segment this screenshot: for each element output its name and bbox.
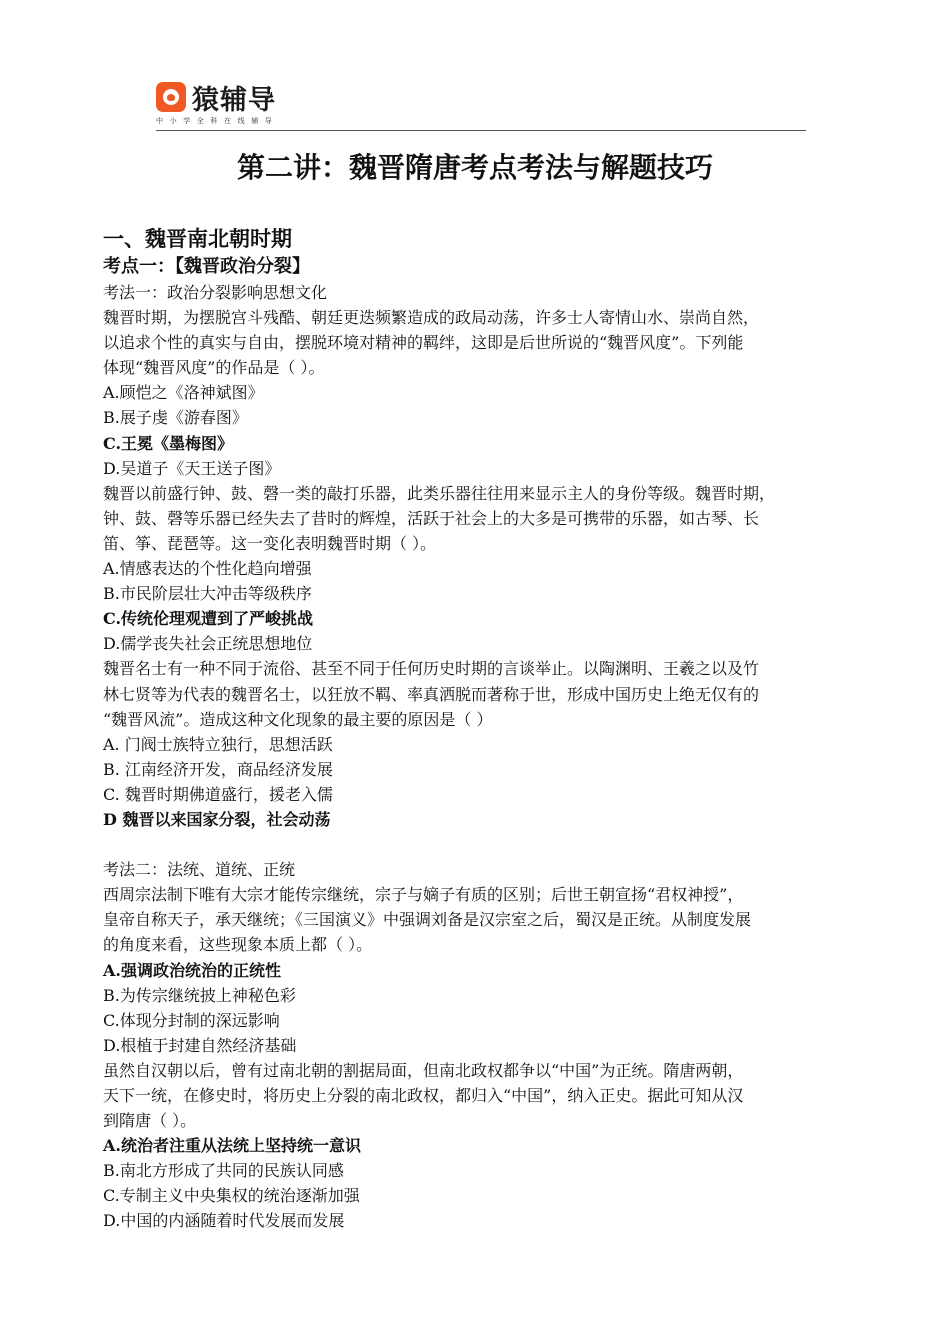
option-b: B.南北方形成了共同的民族认同感 (103, 1161, 344, 1181)
question-text: 魏晋时期，为摆脱宫斗残酷、朝廷更迭频繁造成的政局动荡，许多士人寄情山水、崇尚自然， (103, 308, 760, 328)
section-heading: 一、魏晋南北朝时期 (103, 226, 292, 251)
method-label: 考法二：法统、道统、正统 (103, 860, 296, 880)
option-a: A. 门阀士族特立独行，思想活跃 (103, 734, 333, 754)
option-b: B.市民阶层壮大冲击等级秩序 (103, 584, 312, 604)
option-c: C. 魏晋时期佛道盛行，援老入儒 (103, 784, 333, 804)
document-body (103, 224, 893, 1234)
option-a: A.顾恺之《洛神斌图》 (103, 383, 264, 403)
question-text: 笛、筝、琵琶等。这一变化表明魏晋时期（ ）。 (103, 533, 437, 553)
question-text: 体现“魏晋风度”的作品是（ ）。 (103, 358, 325, 378)
question-text: 以追求个性的真实与自由，摆脱环境对精神的羁绊，这即是后世所说的“魏晋风度”。下列能 (103, 333, 744, 353)
question-3 (103, 656, 893, 832)
option-a-answer: A.统治者注重从法统上坚持统一意识 (103, 1136, 361, 1156)
question-text: 到隋唐（ ）。 (103, 1111, 197, 1131)
question-text: 魏晋以前盛行钟、鼓、磬一类的敲打乐器，此类乐器往往用来显示主人的身份等级。魏晋时期， (103, 483, 776, 503)
spacer (103, 832, 893, 857)
brand-name: 猿辅导 (192, 85, 276, 116)
page-header (156, 78, 806, 132)
question-2 (103, 481, 893, 657)
question-text: “魏晋风流”。造成这种文化现象的最主要的原因是（ ） (103, 709, 493, 729)
question-text: 西周宗法制下唯有大宗才能传宗继统，宗子与嫡子有质的区别；后世王朝宣扬“君权神授”， (103, 885, 744, 905)
question-text: 钟、鼓、磬等乐器已经失去了昔时的辉煌，活跃于社会上的大多是可携带的乐器，如古琴、长 (103, 508, 760, 528)
option-b: B.为传宗继统披上神秘色彩 (103, 985, 296, 1005)
question-4 (103, 882, 893, 1058)
heart-logo-icon (156, 82, 186, 112)
question-text: 天下一统，在修史时，将历史上分裂的南北政权，都归入“中国”，纳入正史。据此可知从汉 (103, 1086, 744, 1105)
option-d: D.儒学丧失社会正统思想地位 (103, 634, 313, 654)
option-c-answer: C.传统伦理观遭到了严峻挑战 (103, 609, 314, 629)
option-d: D.根植于封建自然经济基础 (103, 1035, 297, 1055)
question-text: 林七贤等为代表的魏晋名士，以狂放不羁、率真洒脱而著称于世，形成中国历史上绝无仅有的 (103, 684, 760, 704)
option-d: D.中国的内涵随着时代发展而发展 (103, 1211, 345, 1231)
option-d-answer: D 魏晋以来国家分裂，社会动荡 (103, 809, 331, 829)
page-title: 第二讲：魏晋隋唐考点考法与解题技巧 (236, 151, 713, 184)
option-c-answer: C.王冕《墨梅图》 (103, 433, 234, 453)
option-b: B. 江南经济开发，商品经济发展 (103, 759, 333, 779)
option-c: C.专制主义中央集权的统治逐渐加强 (103, 1186, 360, 1206)
option-d: D.吴道子《天王送子图》 (103, 458, 281, 478)
method-label: 考法一：政治分裂影响思想文化 (103, 283, 328, 302)
question-1 (103, 305, 893, 481)
option-a-answer: A.强调政治统治的正统性 (103, 960, 281, 980)
option-b: B.展子虔《游春图》 (103, 408, 248, 428)
option-c: C.体现分封制的深远影响 (103, 1010, 280, 1030)
brand-slogan: 中小学全科在线辅导 (156, 117, 279, 125)
exam-point-heading: 考点一：【魏晋政治分裂】 (103, 256, 310, 277)
question-text: 魏晋名士有一种不同于流俗、甚至不同于任何历史时期的言谈举止。以陶渊明、王羲之以及竹 (103, 659, 760, 679)
question-text: 皇帝自称天子，承天继统；《三国演义》中强调刘备是汉宗室之后，蜀汉是正统。从制度发展 (103, 910, 752, 930)
header-divider (156, 130, 806, 131)
question-text: 的角度来看，这些现象本质上都（ ）。 (103, 935, 373, 955)
option-a: A.情感表达的个性化趋向增强 (103, 559, 312, 579)
question-text: 虽然自汉朝以后，曾有过南北朝的割据局面，但南北政权都争以“中国”为正统。隋唐两朝， (103, 1060, 744, 1080)
question-5 (103, 1058, 893, 1234)
